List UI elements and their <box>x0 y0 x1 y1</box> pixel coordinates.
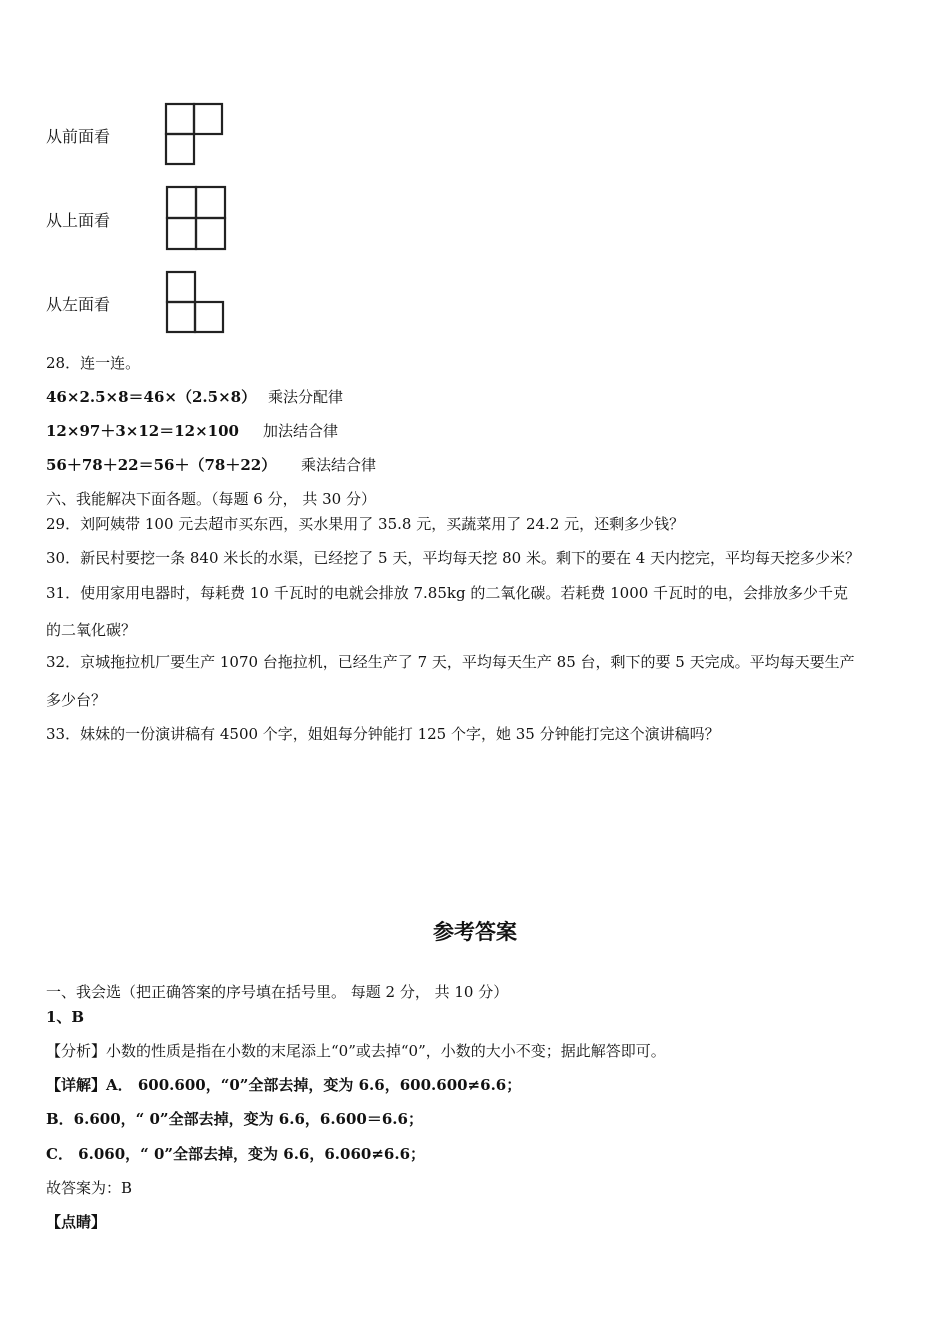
answer-comment: 【点睛】 <box>46 1213 107 1231</box>
answer-1: 1、B <box>46 1008 85 1026</box>
answers-section1-heading: 一、我会选（把正确答案的序号填在括号里。 每题 2 分， 共 10 分） <box>46 983 509 1001</box>
q28-law-2: 加法结合律 <box>263 422 339 440</box>
question-32: 32．京城拖拉机厂要生产 1070 台拖拉机，已经生产了 7 天，平均每天生产 85 台，剩下的要 5 天完成。平均每天要生产 <box>46 653 855 671</box>
question-31-cont: 的二氧化碳？ <box>46 621 137 639</box>
q28-title: 28．连一连。 <box>46 354 141 372</box>
question-31: 31．使用家用电器时，每耗费 10 千瓦时的电就会排放 7.85kg 的二氧化碳。若耗费 1000 千瓦时的电，会排放多少千克 <box>46 584 849 602</box>
answer-detail-c: C． 6.060，“ 0”全部去掉，变为 6.6，6.060≠6.6； <box>46 1145 426 1163</box>
question-30: 30．新民村要挖一条 840 米长的水渠，已经挖了 5 天，平均每天挖 80 米。剩下的要在 4 天内挖完，平均每天挖多少米？ <box>46 549 861 567</box>
answer-detail-a: 【详解】A． 600.600，“0”全部去掉，变为 6.6，600.600≠6.6； <box>46 1076 522 1094</box>
question-33: 33．妹妹的一份演讲稿有 4500 个字，姐姐每分钟能打 125 个字，她 35 分钟能打完这个演讲稿吗？ <box>46 725 720 743</box>
q28-expr-2: 12×97＋3×12＝12×100 <box>46 422 239 440</box>
top-view-label: 从上面看 <box>46 211 111 230</box>
q28-law-1: 乘法分配律 <box>268 388 344 406</box>
answer-detail-b: B．6.600，“ 0”全部去掉，变为 6.6，6.600＝6.6； <box>46 1110 423 1128</box>
answers-title: 参考答案 <box>433 919 517 944</box>
front-view-figure <box>164 102 224 166</box>
answer-conclusion: 故答案为：B <box>46 1179 133 1197</box>
answer-analysis: 【分析】小数的性质是指在小数的末尾添上“0”或去掉“0”，小数的大小不变；据此解答即可。 <box>46 1042 666 1060</box>
left-view-figure <box>165 270 225 334</box>
q28-law-3: 乘法结合律 <box>301 456 377 474</box>
q28-expr-1: 46×2.5×8＝46×（2.5×8） <box>46 388 257 406</box>
top-view-figure <box>165 185 227 251</box>
front-view-label: 从前面看 <box>46 127 111 146</box>
left-view-label: 从左面看 <box>46 295 111 314</box>
question-29: 29．刘阿姨带 100 元去超市买东西，买水果用了 35.8 元，买蔬菜用了 24.2 元，还剩多少钱？ <box>46 515 685 533</box>
q28-expr-3: 56＋78＋22＝56＋（78＋22） <box>46 456 277 474</box>
section6-heading: 六、我能解决下面各题。（每题 6 分， 共 30 分） <box>46 490 376 508</box>
question-32-cont: 多少台？ <box>46 691 107 709</box>
